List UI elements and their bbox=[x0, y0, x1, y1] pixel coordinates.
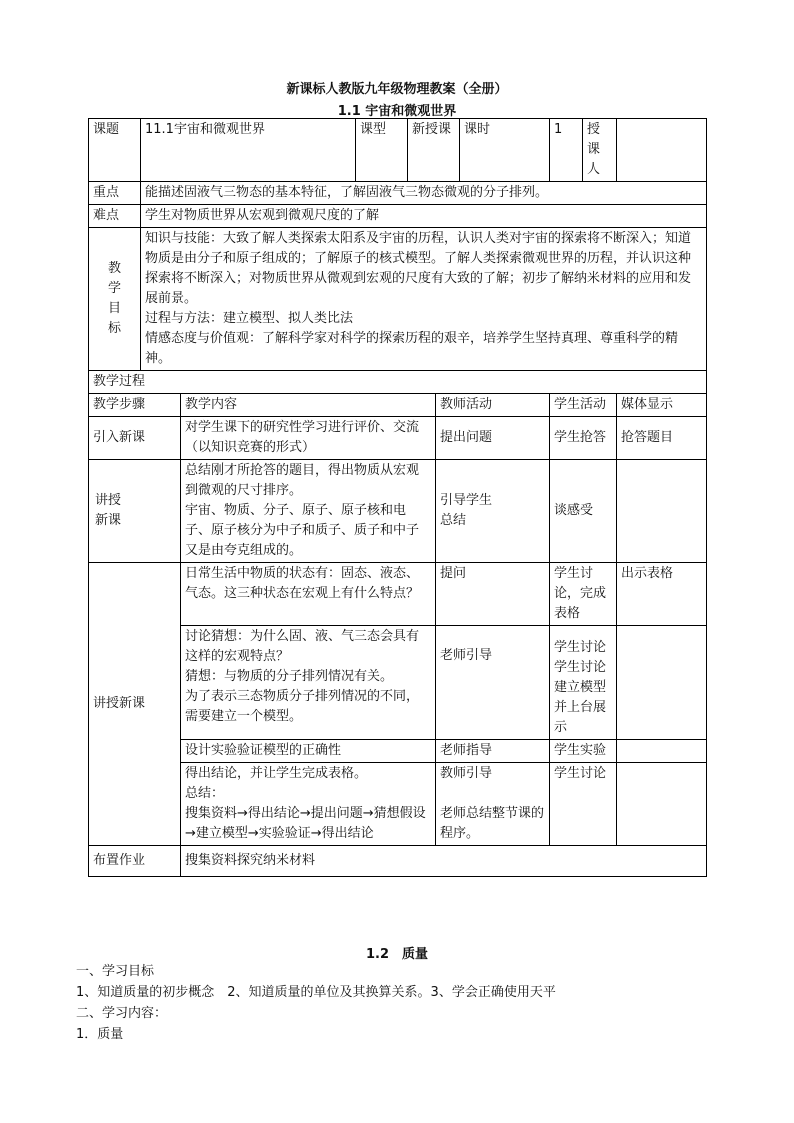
lecture2-media-4 bbox=[617, 763, 707, 846]
homework-content: 搜集资料探究纳米材料 bbox=[181, 846, 707, 877]
lesson-plan-table bbox=[88, 118, 707, 877]
lecture1-content: 总结刚才所抢答的题目，得出物质从宏观到微观的尺寸排序。 宇宙、物质、分子、原子、原子核和电子、原子核分为中子和质子、质子和中子又是由夸克组成的。 bbox=[181, 460, 436, 563]
section2-line-1: 一、学习目标 bbox=[76, 964, 155, 979]
difficulty-value: 学生对物质世界从宏观到微观尺度的了解 bbox=[141, 205, 707, 228]
lecture2-teacher-1: 提问 bbox=[436, 563, 550, 626]
goals-row bbox=[89, 228, 707, 371]
goal-knowledge: 知识与技能：大致了解人类探索太阳系及宇宙的历程，认识人类对宇宙的探索将不断深入；知道物质是由分子和原子组成的；了解原子的核式模型。了解人类探索微观世界的历程，并认识这种探索将不断深入；对物质世界从微观到宏观的尺度有大致的了解；初步了解纳米材料的应用和发展前景。 bbox=[145, 231, 692, 306]
hours-label: 课时 bbox=[460, 119, 550, 182]
lecture2-student-3: 学生实验 bbox=[550, 740, 617, 763]
info-row bbox=[89, 119, 707, 182]
type-label: 课型 bbox=[356, 119, 408, 182]
goals-label: 教 学 目 标 bbox=[89, 228, 141, 371]
lecture2-teacher-3: 老师指导 bbox=[436, 740, 550, 763]
difficulty-label: 难点 bbox=[89, 205, 141, 228]
lecture2-step: 讲授新课 bbox=[89, 563, 181, 846]
process-header-row bbox=[89, 394, 707, 417]
intro-content: 对学生课下的研究性学习进行评价、交流（以知识竞赛的形式） bbox=[181, 417, 436, 460]
lecture2-content-3: 设计实验验证模型的正确性 bbox=[181, 740, 436, 763]
focus-value: 能描述固液气三物态的基本特征，了解固液气三物态微观的分子排列。 bbox=[141, 182, 707, 205]
lecture1-row bbox=[89, 460, 707, 563]
lecture2-row-2 bbox=[89, 626, 707, 740]
header-teacher: 教师活动 bbox=[436, 394, 550, 417]
lecture2-student-4: 学生讨论 bbox=[550, 763, 617, 846]
document-title: 新课标人教版九年级物理教案（全册） bbox=[286, 82, 508, 97]
lecture2-teacher-2: 老师引导 bbox=[436, 626, 550, 740]
lecture1-media bbox=[617, 460, 707, 563]
topic-value: 11.1宇宙和微观世界 bbox=[141, 119, 356, 182]
lecture1-step: 讲授 新课 bbox=[89, 460, 181, 563]
hours-value: 1 bbox=[550, 119, 583, 182]
header-content: 教学内容 bbox=[181, 394, 436, 417]
lecture2-content-2: 讨论猜想：为什么固、液、气三态会具有这样的宏观特点？ 猜想：与物质的分子排列情况有关。 为了表示三态物质分子排列情况的不同，需要建立一个模型。 bbox=[181, 626, 436, 740]
header-step: 教学步骤 bbox=[89, 394, 181, 417]
process-title: 教学过程 bbox=[89, 371, 707, 394]
lecture1-teacher: 引导学生 总结 bbox=[436, 460, 550, 563]
section2-line-2: 1、知道质量的初步概念 2、知道质量的单位及其换算关系。3、学会正确使用天平 bbox=[76, 985, 556, 1000]
header-student: 学生活动 bbox=[550, 394, 617, 417]
difficulty-row bbox=[89, 205, 707, 228]
header-media: 媒体显示 bbox=[617, 394, 707, 417]
intro-step: 引入新课 bbox=[89, 417, 181, 460]
intro-student: 学生抢答 bbox=[550, 417, 617, 460]
lecture2-row-4 bbox=[89, 763, 707, 846]
section-title: 1.1 宇宙和微观世界 bbox=[337, 104, 457, 119]
section2-title: 1.2 质量 bbox=[365, 947, 429, 962]
goals-content bbox=[141, 228, 707, 371]
section2-line-4: 1．质量 bbox=[76, 1027, 124, 1042]
focus-row bbox=[89, 182, 707, 205]
homework-row bbox=[89, 846, 707, 877]
intro-row bbox=[89, 417, 707, 460]
lecture2-student-1: 学生讨论，完成表格 bbox=[550, 563, 617, 626]
section2-line-3: 二、学习内容： bbox=[76, 1006, 168, 1021]
goal-process: 过程与方法：建立模型、拟人类比法 bbox=[145, 311, 354, 326]
lecture2-teacher-4: 教师引导 老师总结整节课的程序。 bbox=[436, 763, 550, 846]
homework-step: 布置作业 bbox=[89, 846, 181, 877]
lecture2-media-3 bbox=[617, 740, 707, 763]
focus-label: 重点 bbox=[89, 182, 141, 205]
lecture2-row-1 bbox=[89, 563, 707, 626]
intro-media: 抢答题目 bbox=[617, 417, 707, 460]
goal-attitude: 情感态度与价值观：了解科学家对科学的探索历程的艰辛，培养学生坚持真理、尊重科学的精神。 bbox=[145, 331, 679, 366]
lecture2-content-1: 日常生活中物质的状态有：固态、液态、气态。这三种状态在宏观上有什么特点？ bbox=[181, 563, 436, 626]
process-title-row bbox=[89, 371, 707, 394]
lecture2-row-3 bbox=[89, 740, 707, 763]
intro-teacher: 提出问题 bbox=[436, 417, 550, 460]
teacher-label: 授课人 bbox=[583, 119, 617, 182]
topic-label: 课题 bbox=[89, 119, 141, 182]
lecture1-student: 谈感受 bbox=[550, 460, 617, 563]
lecture2-media-2 bbox=[617, 626, 707, 740]
type-value: 新授课 bbox=[408, 119, 460, 182]
lecture2-student-2: 学生讨论 学生讨论建立模型 并上台展示 bbox=[550, 626, 617, 740]
lecture2-media-1: 出示表格 bbox=[617, 563, 707, 626]
teacher-value bbox=[617, 119, 707, 182]
lecture2-content-4: 得出结论，并让学生完成表格。 总结： 搜集资料→得出结论→提出问题→猜想假设→建立模型→实验验证→得出结论 bbox=[181, 763, 436, 846]
